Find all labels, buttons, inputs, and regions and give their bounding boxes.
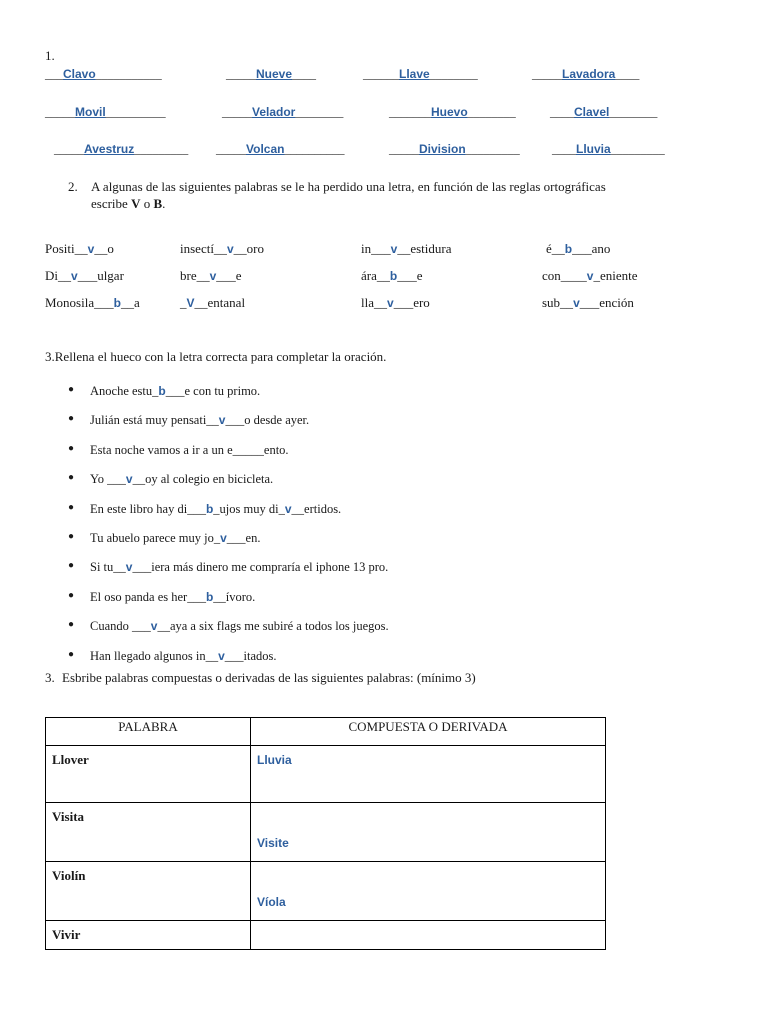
section4-instruction: Esbribe palabras compuestas o derivadas de las siguientes palabras: (mínimo 3) [62, 670, 476, 685]
section2-instruction-line2: escribe V o B. [91, 196, 166, 211]
section2-instruction-line1: A algunas de las siguientes palabras se le ha perdido una letra, en función de las reglas ortográficas [91, 179, 606, 194]
derived-cell[interactable]: Víola [251, 862, 606, 921]
fill-word: Monosila___b__a [45, 295, 140, 310]
fill-word: _V__entanal [180, 295, 246, 310]
derived-cell[interactable] [251, 921, 606, 950]
section3-title: 3.Rellena el hueco con la letra correcta para completar la oración. [45, 349, 387, 364]
header-derivada: COMPUESTA O DERIVADA [251, 718, 606, 746]
table-row [46, 803, 606, 862]
sentence-item: ● Han llegado algunos in__v___itados. [68, 649, 389, 678]
section4-number: 3. [45, 670, 55, 685]
sentence-item: ● Cuando ___v__aya a six flags me subiré a todos los juegos. [68, 619, 389, 648]
sentence-item: ● Si tu__v___iera más dinero me compraría el iphone 13 pro. [68, 560, 389, 589]
fill-word: é__b___ano [546, 241, 611, 256]
fill-word: lla__v___ero [361, 295, 430, 310]
section1-number: 1. [45, 48, 55, 63]
word-item: _____Movil__________ [45, 105, 166, 119]
word-item: _____Volcan__________ [216, 142, 345, 156]
fill-word: Positi__v__o [45, 241, 114, 256]
sentence-item: ● Anoche estu_b___e con tu primo. [68, 384, 389, 413]
word-item: _____Avestruz_________ [54, 142, 189, 156]
sentence-list [68, 384, 389, 678]
word-item: ____Clavel________ [550, 105, 658, 119]
sentence-item: ● En este libro hay di___b_ujos muy di_v__ertidos. [68, 502, 389, 531]
word-cell: Visita [46, 803, 251, 862]
derived-cell[interactable]: Visite [251, 803, 606, 862]
sentence-item: ● Julián está muy pensati__v___o desde ayer. [68, 413, 389, 442]
fill-word: ára__b___e [361, 268, 423, 283]
word-cell: Violín [46, 862, 251, 921]
table-row [46, 746, 606, 803]
word-item: ____Lluvia_________ [552, 142, 665, 156]
fill-word: in___v__estidura [361, 241, 452, 256]
fill-word: sub__v___ención [542, 295, 634, 310]
sentence-item: ● Esta noche vamos a ir a un e_____ento. [68, 443, 389, 472]
sentence-item: ● Yo ___v__oy al colegio en bicicleta. [68, 472, 389, 501]
section2-number: 2. [68, 179, 78, 194]
sentence-item: ● Tu abuelo parece muy jo_v___en. [68, 531, 389, 560]
fill-word: Di__v___ulgar [45, 268, 124, 283]
header-palabra: PALABRA [46, 718, 251, 746]
table-row [46, 921, 606, 950]
fill-word: con____v_eniente [542, 268, 638, 283]
derived-cell[interactable]: Lluvia [251, 746, 606, 803]
word-item: _____Velador________ [222, 105, 344, 119]
word-cell: Llover [46, 746, 251, 803]
derivation-table [45, 717, 606, 950]
word-item: _____Lavadora____ [532, 67, 640, 81]
fill-word: insectí__v__oro [180, 241, 264, 256]
table-row [46, 862, 606, 921]
word-item: _______Huevo________ [389, 105, 516, 119]
table-header-row [46, 718, 606, 746]
sentence-item: ● El oso panda es her___b__ívoro. [68, 590, 389, 619]
word-item: ___Clavo___________ [45, 67, 162, 81]
word-cell: Vivir [46, 921, 251, 950]
word-item: ______Llave________ [363, 67, 478, 81]
fill-word: bre__v___e [180, 268, 242, 283]
word-item: _____Nueve____ [226, 67, 317, 81]
word-item: _____Division_________ [389, 142, 520, 156]
